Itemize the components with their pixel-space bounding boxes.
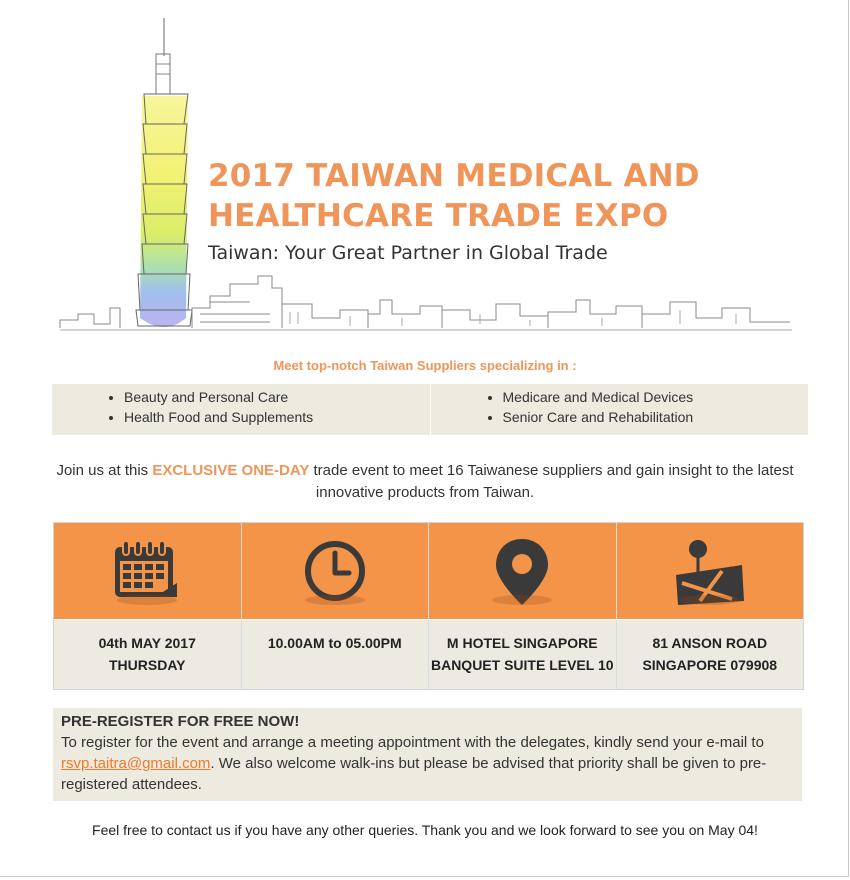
clock-icon: [303, 539, 367, 603]
footer-note: Feel free to contact us if you have any other queries. Thank you and we look forward to see you on May 04!: [92, 822, 758, 838]
join-highlight: EXCLUSIVE ONE-DAY: [152, 462, 310, 479]
calendar-icon: [111, 539, 183, 603]
preregister-text-after: . We also welcome walk-ins but please be advised that priority shall be given to pre-registered attendees.: [61, 755, 767, 793]
preregister-heading: PRE-REGISTER FOR FREE NOW!: [61, 713, 300, 730]
address-street: 81 ANSON ROAD: [652, 635, 768, 651]
categories-right-column: [430, 384, 809, 435]
category-item: • Health Food and Supplements: [124, 407, 430, 427]
event-time: 10.00AM to 05.00PM: [267, 635, 402, 651]
preregister-panel: [53, 708, 802, 801]
category-item: • Medicare and Medical Devices: [503, 387, 809, 407]
preregister-body: [61, 732, 794, 795]
rsvp-email-link[interactable]: rsvp.taitra@gmail.com: [61, 755, 211, 772]
icon-shadow: [305, 595, 365, 605]
supplier-categories: [52, 384, 808, 435]
address-tile: [617, 523, 804, 619]
venue-cell: [428, 523, 616, 689]
preregister-text-before: To register for the event and arrange a meeting appointment with the delegates, kindly send your e-mail to: [61, 734, 764, 751]
categories-left-column: [52, 384, 430, 435]
icon-shadow: [492, 595, 552, 605]
join-text-before: Join us at this: [56, 462, 153, 479]
join-invitation: [40, 460, 810, 504]
date-tile: [54, 523, 241, 619]
venue-name: M HOTEL SINGAPORE: [446, 635, 598, 651]
event-date: 04th MAY 2017: [98, 635, 196, 651]
address-city: SINGAPORE 079908: [642, 657, 778, 673]
venue-tile: [429, 523, 616, 619]
title-line-2: HEALTHCARE TRADE EXPO: [208, 198, 669, 234]
category-item: • Beauty and Personal Care: [124, 387, 430, 407]
event-title: [208, 156, 700, 236]
tagline: Taiwan: Your Great Partner in Global Trade: [208, 242, 608, 264]
event-day: THURSDAY: [109, 657, 186, 673]
icon-shadow: [117, 595, 177, 605]
time-cell: [241, 523, 429, 689]
address-cell: [616, 523, 804, 689]
title-line-1: 2017 TAIWAN MEDICAL AND: [208, 158, 700, 194]
time-text: [242, 619, 429, 689]
venue-room: BANQUET SUITE LEVEL 10: [430, 657, 614, 673]
category-item: • Senior Care and Rehabilitation: [503, 407, 809, 427]
date-cell: [54, 523, 241, 689]
venue-text: [429, 619, 616, 689]
join-text-after: trade event to meet 16 Taiwanese suppliers and gain insight to the latest innovative products from Taiwan.: [309, 462, 794, 501]
event-details-grid: [53, 522, 804, 690]
icon-shadow: [680, 595, 740, 605]
date-text: [54, 619, 241, 689]
address-text: [617, 619, 804, 689]
suppliers-intro: Meet top-notch Taiwan Suppliers specializing in :: [273, 358, 577, 373]
time-tile: [242, 523, 429, 619]
